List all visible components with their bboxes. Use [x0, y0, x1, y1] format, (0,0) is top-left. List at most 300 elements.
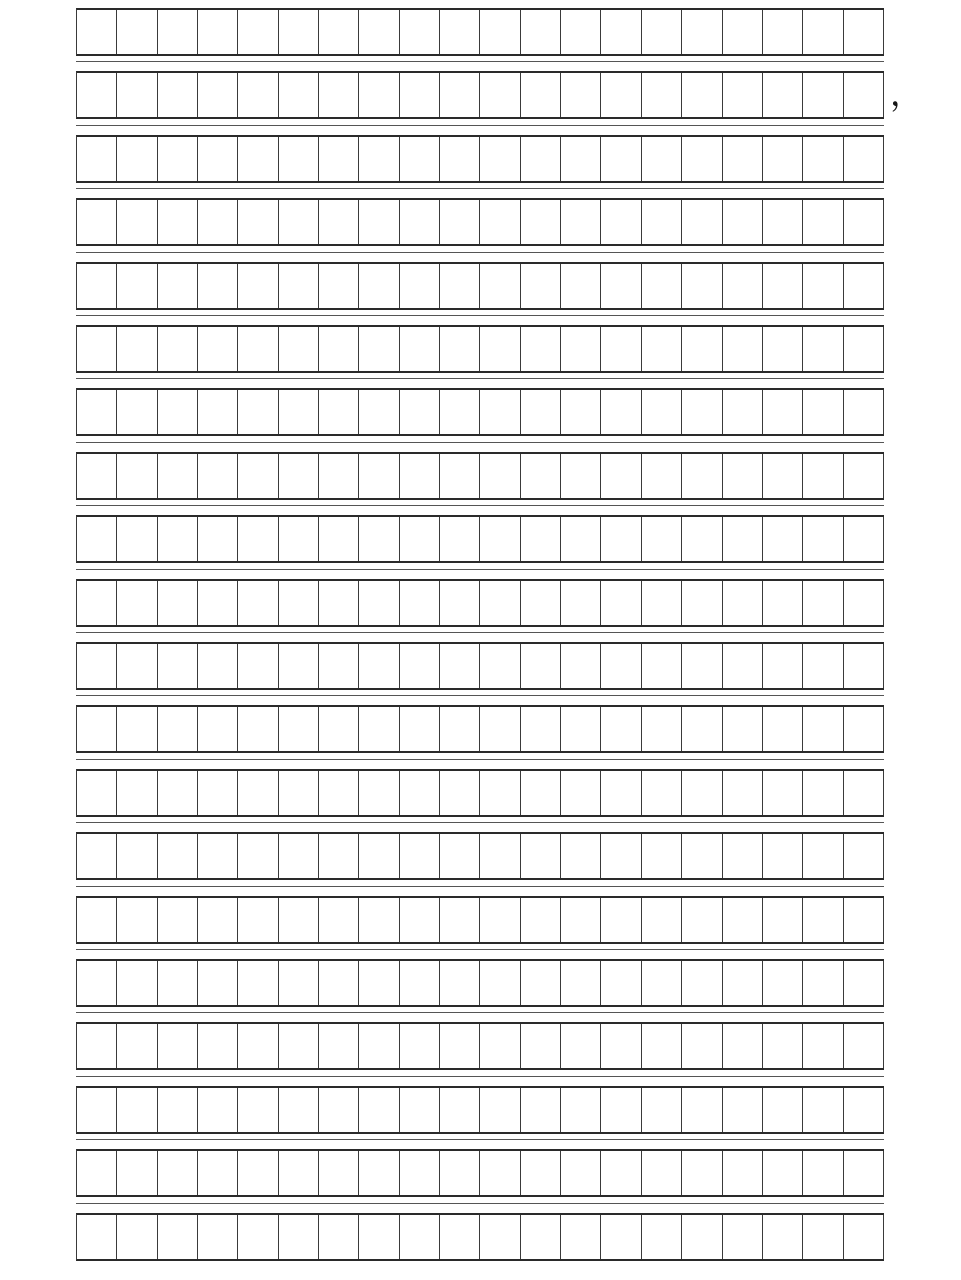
grid-cell	[279, 327, 319, 371]
grid-cell	[158, 137, 198, 181]
grid-cell	[238, 1024, 278, 1068]
grid-cell	[561, 264, 601, 308]
grid-cell	[158, 200, 198, 244]
grid-row	[76, 1022, 884, 1070]
grid-cell	[158, 73, 198, 117]
grid-cell	[279, 1215, 319, 1259]
grid-cell	[844, 73, 884, 117]
grid-cell	[601, 771, 641, 815]
grid-cell	[400, 390, 440, 434]
grid-cell	[642, 771, 682, 815]
grid-cell	[117, 1151, 157, 1195]
grid-cell	[158, 390, 198, 434]
grid-cell	[440, 771, 480, 815]
grid-cell	[400, 1024, 440, 1068]
grid-cell	[117, 707, 157, 751]
grid-cell	[844, 961, 884, 1005]
guide-line	[76, 569, 884, 570]
grid-cell	[238, 327, 278, 371]
grid-row	[76, 198, 884, 246]
grid-cell	[319, 707, 359, 751]
grid-cell	[198, 644, 238, 688]
grid-cell	[198, 771, 238, 815]
grid-cell	[77, 1151, 117, 1195]
grid-cell	[198, 834, 238, 878]
guide-line	[76, 252, 884, 253]
grid-cell	[198, 1024, 238, 1068]
grid-cell	[359, 644, 399, 688]
grid-row	[76, 769, 884, 817]
grid-cell	[844, 137, 884, 181]
grid-cell	[844, 327, 884, 371]
grid-cell	[400, 707, 440, 751]
grid-cell	[319, 961, 359, 1005]
grid-cell	[279, 264, 319, 308]
grid-cell	[521, 1088, 561, 1132]
grid-cell	[198, 390, 238, 434]
grid-cell	[763, 264, 803, 308]
grid-cell	[763, 327, 803, 371]
grid-cell	[844, 771, 884, 815]
grid-cell	[198, 1215, 238, 1259]
grid-cell	[198, 10, 238, 54]
grid-cell	[844, 1151, 884, 1195]
grid-cell	[319, 1215, 359, 1259]
grid-row	[76, 388, 884, 436]
grid-cell	[117, 517, 157, 561]
grid-cell	[723, 581, 763, 625]
grid-cell	[158, 264, 198, 308]
grid-cell	[440, 10, 480, 54]
grid-cell	[319, 517, 359, 561]
grid-cell	[561, 1151, 601, 1195]
grid-cell	[440, 1215, 480, 1259]
grid-cell	[480, 73, 520, 117]
grid-cell	[198, 517, 238, 561]
grid-cell	[642, 1024, 682, 1068]
grid-cell	[480, 517, 520, 561]
grid-cell	[844, 1088, 884, 1132]
grid-cell	[480, 771, 520, 815]
grid-cell	[359, 771, 399, 815]
guide-line	[76, 1012, 884, 1013]
grid-cell	[521, 264, 561, 308]
grid-cell	[117, 771, 157, 815]
grid-cell	[844, 581, 884, 625]
grid-row	[76, 1149, 884, 1197]
grid-cell	[521, 10, 561, 54]
grid-cell	[279, 707, 319, 751]
grid-cell	[238, 961, 278, 1005]
grid-cell	[723, 390, 763, 434]
grid-cell	[844, 264, 884, 308]
grid-cell	[198, 200, 238, 244]
grid-cell	[158, 707, 198, 751]
grid-cell	[359, 1151, 399, 1195]
grid-cell	[642, 200, 682, 244]
grid-cell	[763, 517, 803, 561]
grid-cell	[359, 454, 399, 498]
grid-cell	[117, 137, 157, 181]
grid-cell	[198, 137, 238, 181]
grid-cell	[117, 200, 157, 244]
grid-cell	[400, 10, 440, 54]
grid-cell	[440, 73, 480, 117]
grid-cell	[440, 581, 480, 625]
grid-cell	[803, 1088, 843, 1132]
grid-cell	[723, 707, 763, 751]
grid-row	[76, 832, 884, 880]
grid-row	[76, 135, 884, 183]
grid-cell	[440, 1024, 480, 1068]
grid-cell	[642, 644, 682, 688]
grid-cell	[319, 581, 359, 625]
grid-cell	[400, 1088, 440, 1132]
grid-cell	[601, 644, 641, 688]
grid-cell	[561, 454, 601, 498]
guide-line	[76, 759, 884, 760]
grid-cell	[601, 73, 641, 117]
guide-line	[76, 125, 884, 126]
grid-cell	[440, 137, 480, 181]
grid-cell	[480, 834, 520, 878]
grid-cell	[279, 961, 319, 1005]
guide-line	[76, 505, 884, 506]
grid-cell	[561, 1215, 601, 1259]
grid-cell	[763, 10, 803, 54]
grid-cell	[601, 10, 641, 54]
guide-line	[76, 695, 884, 696]
grid-cell	[359, 200, 399, 244]
grid-cell	[723, 137, 763, 181]
grid-cell	[682, 581, 722, 625]
grid-cell	[521, 644, 561, 688]
grid-row	[76, 325, 884, 373]
grid-cell	[400, 771, 440, 815]
grid-cell	[601, 137, 641, 181]
grid-cell	[723, 771, 763, 815]
grid-cell	[359, 834, 399, 878]
grid-cell	[682, 327, 722, 371]
grid-cell	[359, 517, 399, 561]
grid-cell	[642, 1151, 682, 1195]
grid-cell	[844, 454, 884, 498]
grid-cell	[117, 961, 157, 1005]
grid-cell	[440, 390, 480, 434]
grid-cell	[561, 644, 601, 688]
grid-cell	[77, 517, 117, 561]
grid-cell	[601, 390, 641, 434]
grid-cell	[440, 1151, 480, 1195]
grid-cell	[359, 73, 399, 117]
grid-cell	[763, 771, 803, 815]
grid-cell	[319, 264, 359, 308]
grid-cell	[803, 1151, 843, 1195]
grid-cell	[561, 834, 601, 878]
grid-cell	[561, 390, 601, 434]
grid-cell	[561, 707, 601, 751]
grid-cell	[601, 898, 641, 942]
grid-cell	[158, 834, 198, 878]
grid-cell	[319, 73, 359, 117]
grid-cell	[682, 10, 722, 54]
grid-cell	[561, 581, 601, 625]
grid-cell	[803, 454, 843, 498]
grid-cell	[803, 73, 843, 117]
grid-cell	[400, 1151, 440, 1195]
grid-cell	[238, 200, 278, 244]
grid-cell	[440, 834, 480, 878]
grid-cell	[642, 454, 682, 498]
grid-cell	[158, 10, 198, 54]
grid-cell	[763, 898, 803, 942]
grid-cell	[803, 961, 843, 1005]
grid-cell	[723, 644, 763, 688]
grid-cell	[601, 1088, 641, 1132]
grid-cell	[319, 390, 359, 434]
grid-cell	[521, 73, 561, 117]
grid-cell	[844, 898, 884, 942]
grid-cell	[158, 1088, 198, 1132]
grid-cell	[77, 137, 117, 181]
grid-cell	[279, 390, 319, 434]
grid-cell	[117, 644, 157, 688]
grid-cell	[480, 707, 520, 751]
grid-cell	[682, 517, 722, 561]
grid-cell	[521, 327, 561, 371]
grid-cell	[682, 1024, 722, 1068]
grid-cell	[198, 264, 238, 308]
grid-cell	[844, 10, 884, 54]
grid-cell	[480, 200, 520, 244]
grid-cell	[682, 961, 722, 1005]
grid-cell	[319, 644, 359, 688]
grid-cell	[359, 137, 399, 181]
grid-cell	[803, 707, 843, 751]
grid-cell	[561, 200, 601, 244]
grid-cell	[319, 834, 359, 878]
grid-cell	[642, 390, 682, 434]
grid-cell	[279, 1024, 319, 1068]
grid-cell	[763, 200, 803, 244]
grid-cell	[601, 581, 641, 625]
grid-cell	[77, 390, 117, 434]
grid-cell	[682, 73, 722, 117]
grid-cell	[117, 1024, 157, 1068]
grid-row	[76, 262, 884, 310]
grid-cell	[440, 1088, 480, 1132]
grid-cell	[561, 1088, 601, 1132]
grid-cell	[158, 581, 198, 625]
grid-cell	[238, 1088, 278, 1132]
grid-cell	[601, 834, 641, 878]
grid-cell	[238, 834, 278, 878]
grid-cell	[117, 264, 157, 308]
grid-cell	[359, 10, 399, 54]
grid-cell	[158, 517, 198, 561]
grid-cell	[844, 1024, 884, 1068]
grid-cell	[198, 1088, 238, 1132]
grid-cell	[117, 454, 157, 498]
grid-cell	[521, 137, 561, 181]
grid-cell	[238, 517, 278, 561]
grid-cell	[521, 898, 561, 942]
grid-cell	[319, 771, 359, 815]
grid-cell	[279, 137, 319, 181]
grid-cell	[279, 1151, 319, 1195]
grid-cell	[561, 73, 601, 117]
grid-cell	[763, 137, 803, 181]
grid-cell	[279, 771, 319, 815]
grid-cell	[682, 644, 722, 688]
grid-cell	[77, 454, 117, 498]
grid-cell	[763, 1088, 803, 1132]
grid-cell	[400, 73, 440, 117]
grid-cell	[77, 10, 117, 54]
grid-cell	[682, 454, 722, 498]
grid-cell	[400, 898, 440, 942]
grid-cell	[440, 327, 480, 371]
grid-row	[76, 515, 884, 563]
grid-cell	[198, 1151, 238, 1195]
grid-cell	[279, 1088, 319, 1132]
guide-line	[76, 1076, 884, 1077]
grid-cell	[521, 834, 561, 878]
grid-row	[76, 71, 884, 119]
grid-cell	[601, 1151, 641, 1195]
grid-cell	[158, 1215, 198, 1259]
grid-cell	[158, 454, 198, 498]
grid-cell	[723, 327, 763, 371]
grid-cell	[77, 73, 117, 117]
grid-cell	[77, 581, 117, 625]
grid-cell	[480, 454, 520, 498]
guide-line	[76, 442, 884, 443]
grid-cell	[763, 1215, 803, 1259]
grid-cell	[198, 73, 238, 117]
grid-cell	[480, 644, 520, 688]
grid-cell	[77, 1024, 117, 1068]
grid-cell	[682, 707, 722, 751]
grid-cell	[400, 1215, 440, 1259]
grid-cell	[77, 264, 117, 308]
grid-cell	[77, 898, 117, 942]
grid-cell	[359, 898, 399, 942]
grid-cell	[561, 10, 601, 54]
grid-cell	[198, 898, 238, 942]
guide-line	[76, 822, 884, 823]
grid-cell	[682, 771, 722, 815]
grid-cell	[723, 517, 763, 561]
grid-cell	[763, 1151, 803, 1195]
grid-cell	[642, 834, 682, 878]
grid-cell	[238, 264, 278, 308]
grid-cell	[117, 1215, 157, 1259]
grid-cell	[480, 1088, 520, 1132]
grid-cell	[279, 454, 319, 498]
grid-cell	[198, 581, 238, 625]
grid-cell	[238, 707, 278, 751]
grid-cell	[158, 327, 198, 371]
grid-cell	[440, 898, 480, 942]
grid-cell	[480, 10, 520, 54]
grid-cell	[319, 1024, 359, 1068]
grid-cell	[238, 771, 278, 815]
grid-cell	[763, 581, 803, 625]
grid-cell	[359, 581, 399, 625]
grid-cell	[682, 200, 722, 244]
grid-row	[76, 896, 884, 944]
grid-cell	[803, 834, 843, 878]
grid-cell	[400, 327, 440, 371]
grid-cell	[279, 73, 319, 117]
grid-cell	[642, 898, 682, 942]
guide-line	[76, 378, 884, 379]
grid-cell	[601, 327, 641, 371]
grid-cell	[440, 644, 480, 688]
grid-cell	[480, 327, 520, 371]
grid-cell	[480, 898, 520, 942]
grid-cell	[682, 1215, 722, 1259]
grid-cell	[400, 137, 440, 181]
grid-cell	[77, 707, 117, 751]
grid-cell	[279, 581, 319, 625]
grid-cell	[158, 1151, 198, 1195]
grid-cell	[158, 771, 198, 815]
grid-cell	[521, 517, 561, 561]
grid-cell	[319, 454, 359, 498]
grid-cell	[803, 517, 843, 561]
overflow-punctuation: ，	[890, 74, 923, 114]
guide-line	[76, 949, 884, 950]
grid-cell	[803, 771, 843, 815]
grid-cell	[601, 707, 641, 751]
grid-cell	[77, 327, 117, 371]
grid-cell	[601, 517, 641, 561]
grid-cell	[480, 1024, 520, 1068]
grid-row	[76, 579, 884, 627]
grid-cell	[844, 517, 884, 561]
grid-cell	[400, 517, 440, 561]
grid-cell	[682, 1088, 722, 1132]
grid-cell	[198, 454, 238, 498]
grid-cell	[682, 898, 722, 942]
grid-cell	[238, 1215, 278, 1259]
grid-cell	[763, 644, 803, 688]
grid-cell	[803, 264, 843, 308]
grid-cell	[400, 644, 440, 688]
grid-cell	[561, 771, 601, 815]
grid-cell	[682, 137, 722, 181]
grid-cell	[319, 1088, 359, 1132]
grid-cell	[319, 898, 359, 942]
grid-cell	[359, 1088, 399, 1132]
grid-cell	[601, 1024, 641, 1068]
grid-cell	[642, 707, 682, 751]
grid-row	[76, 1086, 884, 1134]
grid-cell	[480, 137, 520, 181]
grid-cell	[521, 707, 561, 751]
grid-cell	[642, 327, 682, 371]
grid-cell	[359, 327, 399, 371]
grid-cell	[521, 771, 561, 815]
grid-cell	[601, 200, 641, 244]
grid-cell	[723, 834, 763, 878]
guide-line	[76, 886, 884, 887]
grid-cell	[440, 961, 480, 1005]
grid-row	[76, 705, 884, 753]
grid-cell	[480, 264, 520, 308]
